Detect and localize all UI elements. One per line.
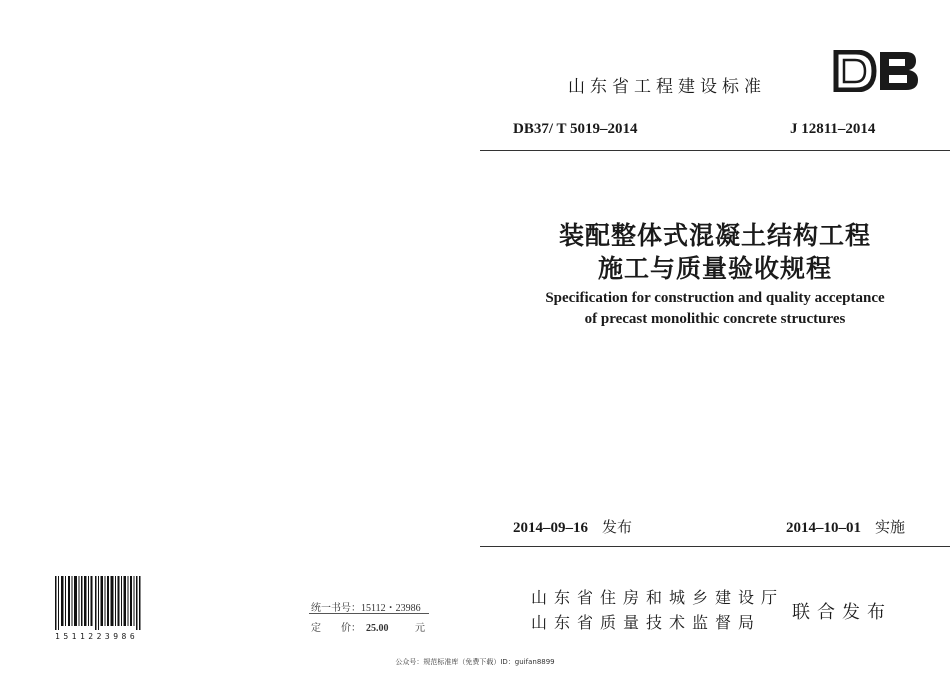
publisher-line2: 山东省质量技术监督局 (531, 613, 762, 632)
price-unit: 元 (415, 623, 425, 634)
barcode-digits: 1511223986 (55, 632, 139, 641)
price-value: 25.00 (366, 623, 389, 634)
standard-number: DB37/ T 5019–2014 (513, 121, 638, 137)
title-cn-line2: 施工与质量验收规程 (597, 256, 832, 283)
record-number: J 12811–2014 (790, 121, 876, 137)
publisher-line1: 山东省住房和城乡建设厅 (531, 588, 785, 607)
issue-date-value: 2014–09–16 (513, 520, 588, 536)
title-en-line2: of precast monolithic concrete structures (584, 311, 846, 327)
top-divider (480, 150, 950, 151)
title-en-line1: Specification for construction and quality acceptance (545, 290, 885, 306)
price-line (311, 619, 431, 634)
footer-note: 公众号：规范标准库（免费下载）ID：guifan8899 (395, 658, 555, 666)
barcode (55, 576, 141, 634)
barcode-icon (55, 576, 141, 630)
bottom-divider (480, 546, 950, 547)
implement-date-value: 2014–10–01 (786, 520, 861, 536)
title-cn-line1: 装配整体式混凝土结构工程 (558, 223, 871, 250)
book-info-divider (309, 613, 429, 614)
joint-release: 联合发布 (792, 602, 892, 623)
unified-book-number: 统一书号：15112・23986 (311, 603, 421, 614)
implement-date-word: 实施 (875, 518, 906, 536)
db-logo-icon (832, 50, 920, 92)
issuer-header: 山东省工程建设标准 (568, 77, 766, 97)
issue-date-word: 发布 (602, 518, 633, 536)
issue-date (513, 516, 632, 537)
price-label: 定 价： (311, 623, 361, 634)
implement-date (786, 516, 905, 537)
db-logo (832, 50, 920, 96)
